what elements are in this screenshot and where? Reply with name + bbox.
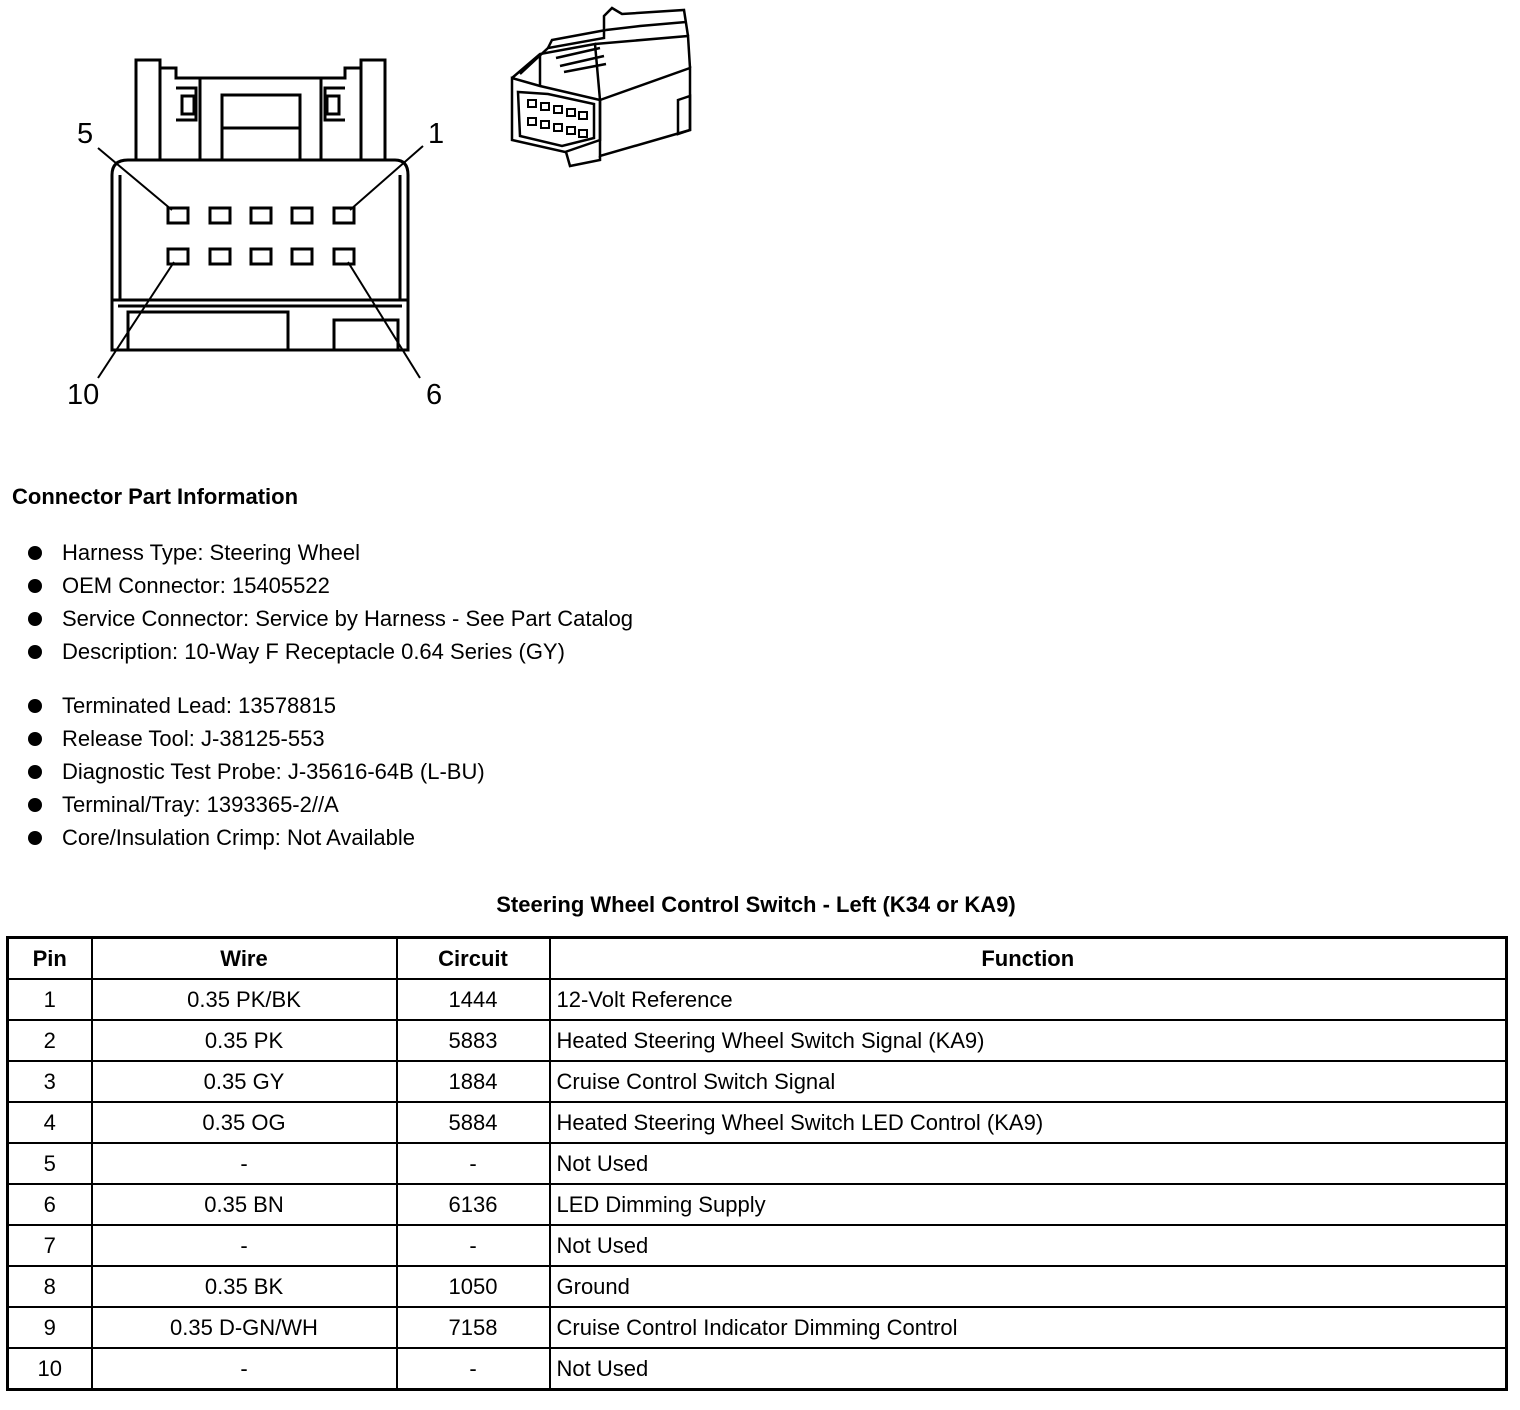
- cell-circuit: -: [397, 1143, 550, 1184]
- cell-circuit: 5883: [397, 1020, 550, 1061]
- table-row: [8, 1266, 1507, 1307]
- table-row: [8, 1102, 1507, 1143]
- terminal-info-list: [28, 689, 485, 854]
- pin-label-1: 1: [428, 118, 445, 150]
- bullet-icon: [28, 546, 42, 560]
- cell-wire: 0.35 BN: [92, 1184, 397, 1225]
- list-item: [28, 602, 633, 635]
- cell-function: Not Used: [550, 1348, 1507, 1390]
- list-item-text: Release Tool: J-38125-553: [62, 726, 325, 751]
- bullet-icon: [28, 765, 42, 779]
- table-title: Steering Wheel Control Switch - Left (K34 or KA9): [496, 892, 1016, 917]
- connector-diagram: [0, 0, 760, 440]
- cell-pin: 6: [8, 1184, 92, 1225]
- cell-wire: 0.35 OG: [92, 1102, 397, 1143]
- cell-wire: 0.35 PK/BK: [92, 979, 397, 1020]
- table-row: [8, 1307, 1507, 1348]
- connector-face-view: [98, 60, 423, 378]
- list-item-text: Terminated Lead: 13578815: [62, 693, 336, 718]
- bullet-icon: [28, 579, 42, 593]
- cell-circuit: 5884: [397, 1102, 550, 1143]
- list-item: [28, 821, 485, 854]
- pin-label-10: 10: [67, 379, 100, 411]
- cell-wire: 0.35 PK: [92, 1020, 397, 1061]
- list-item: [28, 722, 485, 755]
- pinout-table: [6, 936, 1508, 1391]
- cell-function: 12-Volt Reference: [550, 979, 1507, 1020]
- cell-circuit: -: [397, 1348, 550, 1390]
- pin-label-5: 5: [77, 118, 94, 150]
- cell-function: Heated Steering Wheel Switch LED Control (KA9): [550, 1102, 1507, 1143]
- list-item: [28, 755, 485, 788]
- cell-function: Not Used: [550, 1143, 1507, 1184]
- cell-wire: 0.35 BK: [92, 1266, 397, 1307]
- list-item: [28, 788, 485, 821]
- cell-wire: -: [92, 1225, 397, 1266]
- cell-circuit: 1050: [397, 1266, 550, 1307]
- cell-circuit: 1884: [397, 1061, 550, 1102]
- table-row: [8, 1348, 1507, 1390]
- cell-circuit: -: [397, 1225, 550, 1266]
- cell-pin: 5: [8, 1143, 92, 1184]
- cell-pin: 1: [8, 979, 92, 1020]
- pin-label-6: 6: [426, 379, 443, 411]
- list-item-text: Description: 10-Way F Receptacle 0.64 Series (GY): [62, 639, 565, 664]
- list-item: [28, 635, 633, 668]
- cell-function: Heated Steering Wheel Switch Signal (KA9): [550, 1020, 1507, 1061]
- cell-function: LED Dimming Supply: [550, 1184, 1507, 1225]
- list-item-text: Service Connector: Service by Harness - See Part Catalog: [62, 606, 634, 631]
- list-item-text: Harness Type: Steering Wheel: [62, 540, 360, 565]
- cell-pin: 9: [8, 1307, 92, 1348]
- cell-circuit: 1444: [397, 979, 550, 1020]
- list-item: [28, 569, 633, 602]
- cell-function: Cruise Control Indicator Dimming Control: [550, 1307, 1507, 1348]
- table-row: [8, 1184, 1507, 1225]
- connector-isometric-view: [512, 8, 690, 166]
- cell-wire: 0.35 D-GN/WH: [92, 1307, 397, 1348]
- connector-info-list: [28, 536, 633, 668]
- cell-wire: -: [92, 1348, 397, 1390]
- cell-pin: 7: [8, 1225, 92, 1266]
- cell-pin: 3: [8, 1061, 92, 1102]
- table-row: [8, 1061, 1507, 1102]
- cell-pin: 8: [8, 1266, 92, 1307]
- isometric-pin-cavities: [528, 100, 587, 137]
- header-wire: Wire: [92, 938, 397, 980]
- cell-function: Ground: [550, 1266, 1507, 1307]
- table-row: [8, 1020, 1507, 1061]
- list-item-text: OEM Connector: 15405522: [62, 573, 330, 598]
- cell-wire: 0.35 GY: [92, 1061, 397, 1102]
- cell-pin: 10: [8, 1348, 92, 1390]
- cell-circuit: 7158: [397, 1307, 550, 1348]
- table-row: [8, 1143, 1507, 1184]
- table-header-row: [8, 938, 1507, 980]
- header-function: Function: [550, 938, 1507, 980]
- list-item-text: Core/Insulation Crimp: Not Available: [62, 825, 415, 850]
- section-title: Connector Part Information: [12, 484, 299, 509]
- cell-function: Cruise Control Switch Signal: [550, 1061, 1507, 1102]
- bullet-icon: [28, 645, 42, 659]
- cell-circuit: 6136: [397, 1184, 550, 1225]
- bullet-icon: [28, 732, 42, 746]
- bullet-icon: [28, 699, 42, 713]
- list-item: [28, 689, 485, 722]
- list-item: [28, 536, 633, 569]
- cell-function: Not Used: [550, 1225, 1507, 1266]
- cell-pin: 2: [8, 1020, 92, 1061]
- bullet-icon: [28, 798, 42, 812]
- header-circuit: Circuit: [397, 938, 550, 980]
- cell-pin: 4: [8, 1102, 92, 1143]
- list-item-text: Diagnostic Test Probe: J-35616-64B (L-BU): [62, 759, 485, 784]
- cell-wire: -: [92, 1143, 397, 1184]
- table-row: [8, 979, 1507, 1020]
- bullet-icon: [28, 831, 42, 845]
- header-pin: Pin: [8, 938, 92, 980]
- table-row: [8, 1225, 1507, 1266]
- list-item-text: Terminal/Tray: 1393365-2//A: [62, 792, 339, 817]
- bullet-icon: [28, 612, 42, 626]
